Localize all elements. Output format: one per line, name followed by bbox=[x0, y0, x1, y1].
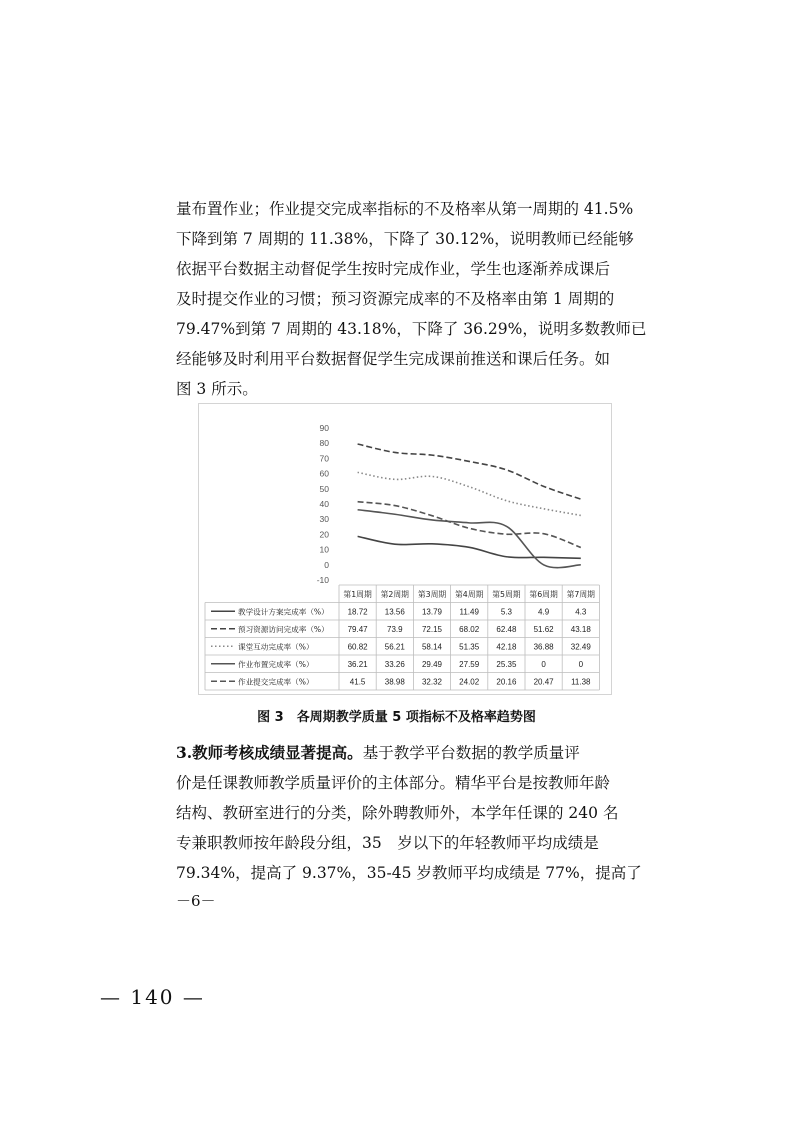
data-label: 11.38 bbox=[571, 677, 591, 687]
text-line: 79.34%，提高了 9.37%，35-45 岁教师平均成绩是 77%，提高了 bbox=[176, 864, 642, 882]
data-label: 51.62 bbox=[533, 624, 554, 634]
x-category-label: 第6周期 bbox=[529, 589, 558, 599]
figure-3-chart bbox=[198, 403, 612, 695]
x-category-label: 第1周期 bbox=[343, 589, 372, 599]
text-line: 经能够及时利用平台数据督促学生完成课前推送和课后任务。如 bbox=[176, 350, 611, 368]
data-label: 72.15 bbox=[421, 624, 443, 634]
y-tick-label: 40 bbox=[319, 499, 329, 509]
series-line-4 bbox=[358, 510, 581, 568]
y-tick-label: -10 bbox=[316, 575, 329, 585]
data-label: 27.59 bbox=[459, 659, 480, 669]
y-tick-label: 50 bbox=[319, 483, 329, 494]
text-line: 79.47%到第 7 周期的 43.18%，下降了 36.29%，说明多数教师已 bbox=[176, 320, 647, 338]
text-line: 价是任课教师教学质量评价的主体部分。精华平台是按教师年龄 bbox=[176, 774, 611, 792]
outer-page-number: — 140 — bbox=[100, 985, 205, 1009]
data-label: 0 bbox=[578, 659, 584, 669]
y-tick-label: 30 bbox=[319, 514, 329, 525]
legend-label: 作业布置完成率（%） bbox=[238, 659, 314, 669]
data-label: 11.49 bbox=[459, 607, 479, 617]
x-category-label: 第4周期 bbox=[455, 589, 484, 599]
data-label: 62.48 bbox=[496, 624, 517, 634]
y-tick-label: 0 bbox=[324, 559, 329, 570]
data-label: 73.9 bbox=[387, 624, 403, 634]
inner-page-number: －6－ bbox=[176, 892, 216, 910]
data-label: 24.02 bbox=[459, 677, 480, 687]
data-label: 36.21 bbox=[347, 659, 368, 669]
series-line-3 bbox=[358, 472, 581, 515]
data-label: 13.56 bbox=[384, 607, 405, 617]
data-label: 41.5 bbox=[349, 677, 366, 687]
text-line: 下降到第 7 周期的 11.38%，下降了 30.12%，说明教师已经能够 bbox=[176, 230, 634, 248]
data-label: 43.18 bbox=[570, 624, 591, 634]
data-label: 68.02 bbox=[459, 624, 480, 634]
data-label: 60.82 bbox=[347, 642, 368, 652]
y-tick-label: 60 bbox=[319, 468, 329, 479]
data-label: 42.18 bbox=[496, 642, 517, 652]
data-label: 4.9 bbox=[538, 607, 550, 617]
y-tick-label: 70 bbox=[319, 453, 329, 464]
legend-label: 课堂互动完成率（%） bbox=[238, 642, 314, 652]
text-fragment: 基于教学平台数据的教学质量评 bbox=[362, 744, 580, 762]
text-line: 专兼职教师按年龄段分组，35 岁以下的年轻教师平均成绩是 bbox=[176, 834, 599, 852]
data-label: 20.47 bbox=[533, 677, 554, 687]
legend-label: 教学设计方案完成率（%） bbox=[238, 607, 329, 617]
data-label: 56.21 bbox=[384, 642, 405, 652]
data-label: 32.49 bbox=[570, 642, 591, 652]
x-category-label: 第3周期 bbox=[417, 589, 447, 599]
text-line: 及时提交作业的习惯；预习资源完成率的不及格率由第 1 周期的 bbox=[176, 290, 615, 308]
text-line: 量布置作业；作业提交完成率指标的不及格率从第一周期的 41.5% bbox=[176, 200, 634, 218]
text-line: 依据平台数据主动督促学生按时完成作业，学生也逐渐养成课后 bbox=[176, 260, 611, 278]
section-heading: 3.教师考核成绩显著提高。 bbox=[176, 743, 363, 762]
series-line-5 bbox=[358, 502, 581, 548]
figure-caption: 图 3 各周期教学质量 5 项指标不及格率趋势图 bbox=[257, 710, 536, 725]
data-label: 5.3 bbox=[500, 607, 512, 617]
data-label: 58.14 bbox=[421, 642, 443, 652]
data-label: 4.3 bbox=[575, 607, 587, 617]
data-label: 36.88 bbox=[533, 642, 554, 652]
x-category-label: 第7周期 bbox=[566, 589, 595, 599]
text-line bbox=[176, 738, 652, 768]
x-category-label: 第2周期 bbox=[380, 589, 409, 599]
data-label: 20.16 bbox=[496, 677, 517, 687]
data-label: 0 bbox=[541, 659, 546, 669]
body-paragraph-1 bbox=[176, 194, 652, 404]
y-tick-label: 10 bbox=[319, 544, 329, 555]
legend-label: 作业提交完成率（%） bbox=[238, 677, 314, 687]
data-label: 51.35 bbox=[459, 642, 480, 652]
series-line-1 bbox=[358, 536, 581, 558]
data-label: 18.72 bbox=[347, 607, 368, 617]
y-tick-label: 90 bbox=[319, 423, 329, 433]
text-line: 结构、教研室进行的分类，除外聘教师外，本学年任课的 240 名 bbox=[176, 804, 619, 822]
data-label: 13.79 bbox=[421, 607, 443, 617]
data-label: 32.32 bbox=[421, 677, 443, 687]
text-line: 图 3 所示。 bbox=[176, 380, 258, 398]
y-tick-label: 20 bbox=[319, 529, 329, 540]
series-line-2 bbox=[358, 444, 581, 499]
body-paragraph-2 bbox=[176, 738, 652, 888]
y-tick-label: 80 bbox=[319, 438, 329, 449]
line-chart-svg bbox=[199, 404, 611, 694]
data-label: 25.35 bbox=[496, 659, 517, 669]
data-label: 79.47 bbox=[347, 624, 368, 634]
data-label: 38.98 bbox=[384, 677, 405, 687]
data-label: 29.49 bbox=[421, 659, 443, 669]
data-label: 33.26 bbox=[384, 659, 405, 669]
legend-label: 预习资源访问完成率（%） bbox=[238, 624, 329, 634]
x-category-label: 第5周期 bbox=[492, 589, 521, 599]
